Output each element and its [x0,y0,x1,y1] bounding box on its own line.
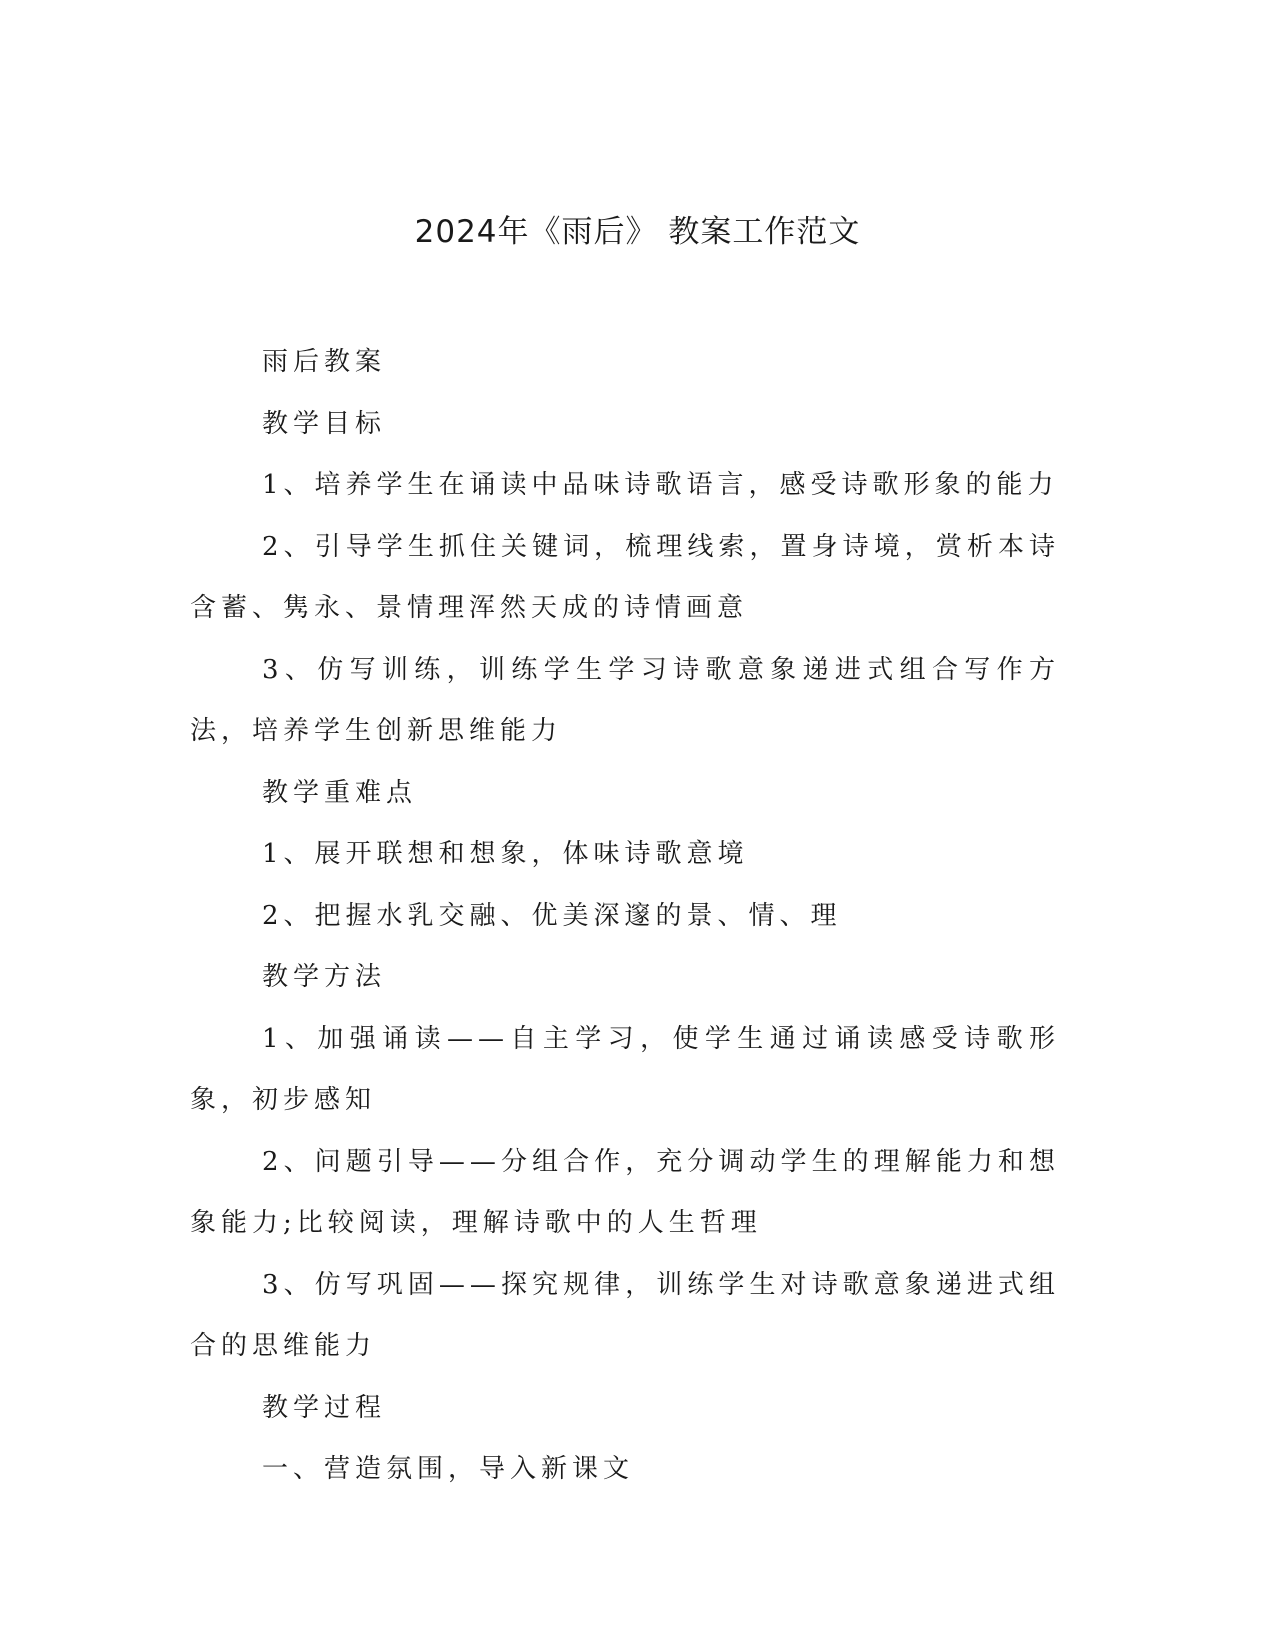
list-item: 一、营造氛围，导入新课文 [262,1454,635,1484]
list-item: 3、仿写巩固——探究规律，训练学生对诗歌意象递进式组合的思维能力 [190,1269,1060,1361]
list-item: 1、展开联想和想象，体味诗歌意境 [262,839,749,869]
list-item: 1、加强诵读——自主学习，使学生通过诵读感受诗歌形象，初步感知 [190,1023,1060,1115]
document-title: 2024年《雨后》 教案工作范文 [414,214,861,250]
section-heading: 教学过程 [262,1392,387,1423]
section-heading: 教学目标 [262,408,387,439]
list-item: 2、引导学生抓住关键词，梳理线索，置身诗境，赏析本诗含蓄、隽永、景情理浑然天成的诗情画意 [190,531,1060,623]
section-heading: 教学方法 [262,962,387,992]
list-item: 3、仿写训练，训练学生学习诗歌意象递进式组合写作方法，培养学生创新思维能力 [190,654,1060,746]
list-item: 2、问题引导——分组合作，充分调动学生的理解能力和想象能力;比较阅读，理解诗歌中的人生哲理 [190,1146,1060,1238]
list-item: 1、培养学生在诵读中品味诗歌语言，感受诗歌形象的能力 [262,470,1059,500]
section-heading: 雨后教案 [262,347,387,377]
document-body [190,332,1060,1501]
section-heading: 教学重难点 [262,777,418,808]
list-item: 2、把握水乳交融、优美深邃的景、情、理 [262,900,842,931]
